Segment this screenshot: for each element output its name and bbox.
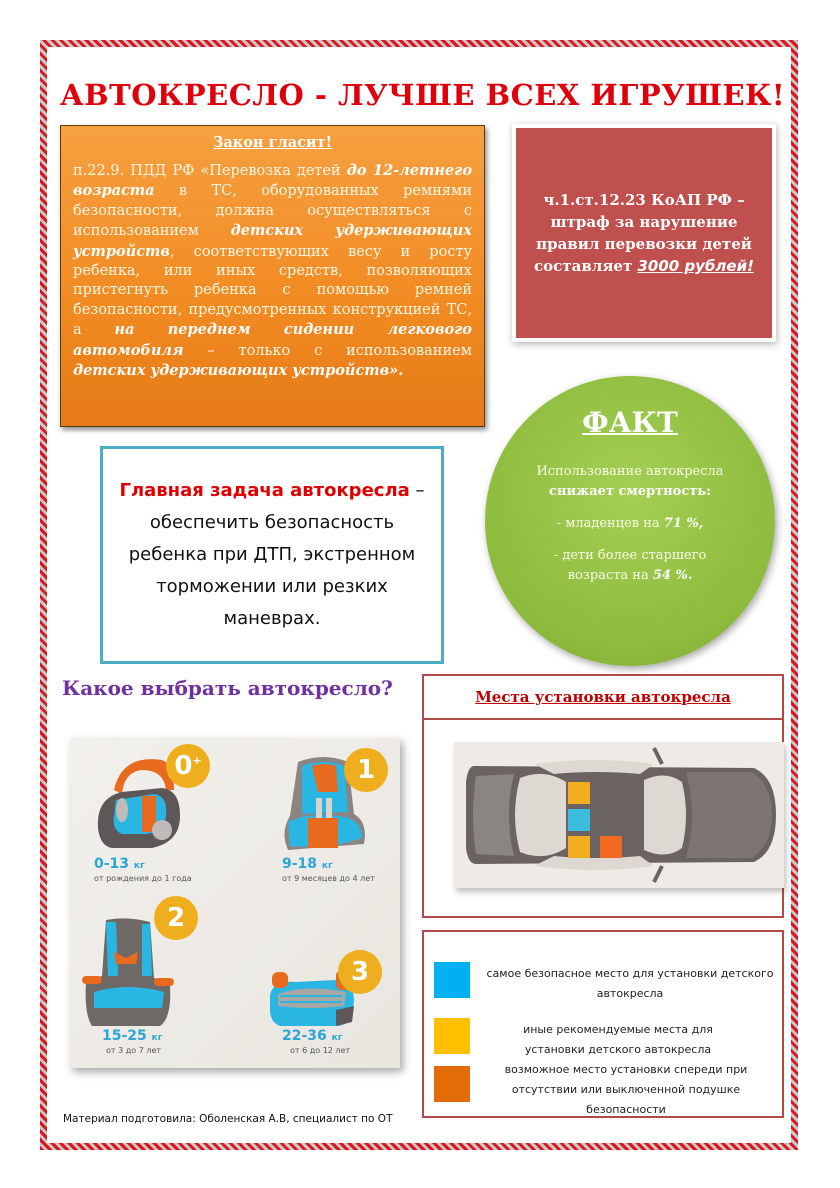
- installation-places-panel: [422, 674, 784, 918]
- seat-marker-front-passenger: [600, 836, 622, 858]
- law-box: [60, 125, 485, 427]
- law-segment: , соответствующих весу и росту ребенка, или иных средств, позволяющих пристегнуть ребенка с помощью ремней безопасности, предусмотренных конструкцией ТС, а: [73, 243, 472, 339]
- legend-text-safest: самое безопасное место для установки детского автокресла: [486, 967, 774, 1000]
- group-badge: 2: [154, 896, 198, 940]
- law-segment-bold: детских удерживающих устройств».: [73, 362, 404, 380]
- group-age: от 9 месяцев до 4 лет: [282, 874, 375, 883]
- fact-line1: - младенцев на: [556, 516, 664, 531]
- task-text: – обеспечить безопасность ребенка при ДТП, экстренном торможении или резких маневрах.: [128, 480, 425, 629]
- group-age: от рождения до 1 года: [94, 874, 192, 883]
- main-task-box: [100, 446, 444, 664]
- fact-body: [525, 462, 735, 598]
- fact-title: ФАКТ: [582, 406, 678, 439]
- law-segment-bold: до 12-летнего возраста: [73, 162, 472, 200]
- page-title: АВТОКРЕСЛО - ЛУЧШЕ ВСЕХ ИГРУШЕК!: [60, 78, 786, 112]
- fact-value-infants: 71 %,: [663, 516, 704, 531]
- fine-box: [516, 128, 772, 338]
- law-heading: Закон гласит!: [212, 134, 333, 151]
- installation-legend: [422, 930, 784, 1118]
- group-weight: 22-36 кг: [282, 1028, 343, 1044]
- fine-text: ч.1.ст.12.23 КоАП РФ – штраф за нарушение правил перевозки детей составляет: [534, 191, 752, 275]
- group-badge: 1: [344, 748, 388, 792]
- legend-swatch-safest: [434, 962, 470, 998]
- law-segment: в ТС, оборудованных ремнями безопасности, должна осуществляться с использованием: [73, 183, 472, 240]
- group-age: от 3 до 7 лет: [106, 1046, 162, 1055]
- choose-seat-heading: Какое выбрать автокресло?: [62, 676, 393, 700]
- fact-intro: Использование автокресла: [536, 464, 724, 479]
- law-segment: – только с использованием: [183, 342, 472, 359]
- group-badge: 0 +: [166, 744, 210, 788]
- car-top-view-icon: [454, 742, 784, 888]
- installation-places-title: Места установки автокресла: [424, 676, 782, 720]
- group-badge: 3: [338, 950, 382, 994]
- group-weight: 9-18 кг: [282, 856, 333, 872]
- legend-text-possible: возможное место установки спереди при отсутствии или выключенной подушке безопасности: [504, 1063, 748, 1116]
- legend-text-recommended: иные рекомендуемые места для установки детского автокресла: [523, 1023, 713, 1056]
- law-segment-bold: на переднем сидении легкового автомобиля: [73, 321, 472, 359]
- group-weight: 15-25 кг: [102, 1028, 163, 1044]
- law-segment: п.22.9. ПДД РФ «Перевозка детей: [73, 163, 347, 179]
- law-text: [73, 161, 472, 381]
- task-highlight: Главная задача автокресла: [119, 480, 410, 501]
- seat-marker-rear-right: [568, 836, 590, 858]
- legend-swatch-possible: [434, 1066, 470, 1102]
- fact-circle: [485, 376, 775, 666]
- seat-marker-rear-left: [568, 782, 590, 804]
- seat-marker-rear-center: [568, 809, 590, 831]
- car-seat-groups-panel: [70, 738, 400, 1068]
- footer-credit: Материал подготовила: Оболенская А.В, специалист по ОТ: [63, 1113, 393, 1125]
- fact-intro-bold: снижает смертность:: [549, 484, 711, 499]
- car-diagram: [454, 742, 784, 888]
- group-age: от 6 до 12 лет: [290, 1046, 351, 1055]
- legend-swatch-recommended: [434, 1018, 470, 1054]
- fine-amount: 3000 рублей!: [637, 257, 754, 275]
- fact-value-older: 54 %.: [652, 568, 693, 583]
- law-segment-bold: детских удерживающих устройств: [73, 222, 472, 260]
- group-weight: 0-13 кг: [94, 856, 145, 872]
- fact-line2: - дети более старшего возраста на: [553, 548, 707, 583]
